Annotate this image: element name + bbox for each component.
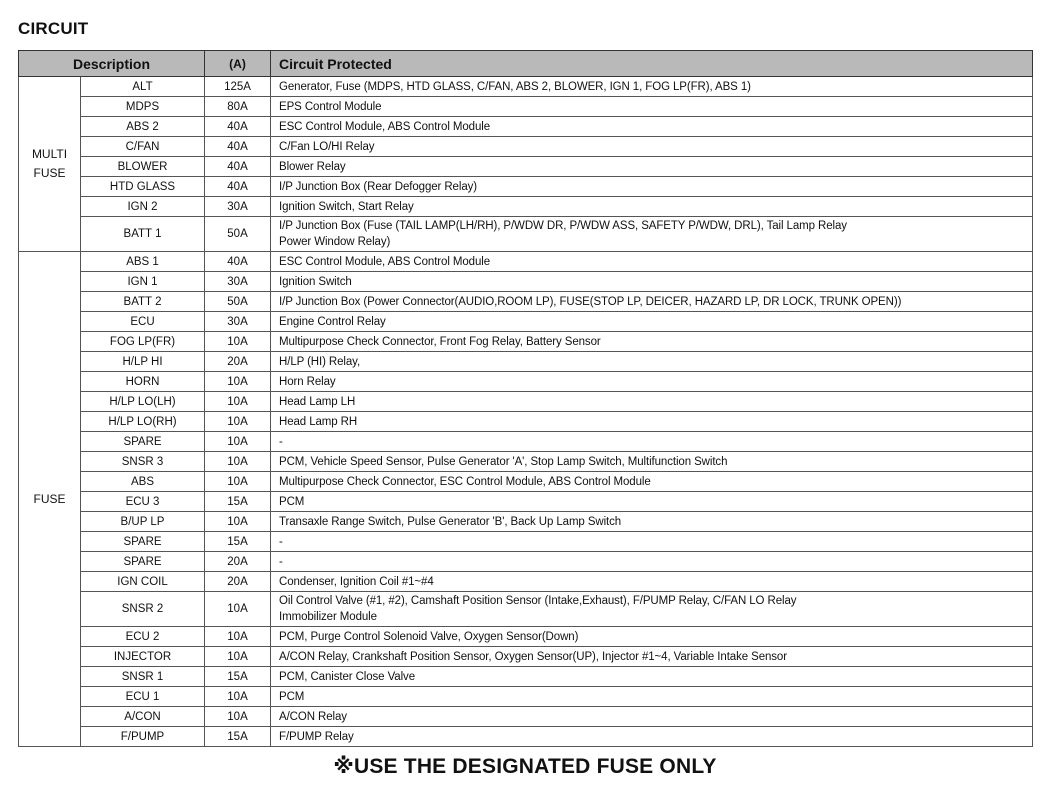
circuit-line: PCM, Purge Control Solenoid Valve, Oxygen Sensor(Down) [279,630,579,643]
fuse-amperage: 50A [205,292,271,312]
footer-note: ※USE THE DESIGNATED FUSE ONLY [333,755,717,778]
circuit-line: I/P Junction Box (Power Connector(AUDIO,ROOM LP), FUSE(STOP LP, DEICER, HAZARD LP, DR LOCK, TRUNK OPEN)) [279,295,902,308]
fuse-name: IGN COIL [81,572,205,592]
circuit-line: F/PUMP Relay [279,730,354,743]
table-row [19,197,1033,217]
circuit-line: EPS Control Module [279,100,382,113]
circuit-line: PCM [279,495,305,508]
table-row [19,137,1033,157]
table-row [19,667,1033,687]
table-row [19,372,1033,392]
table-row [19,252,1033,272]
fuse-amperage: 10A [205,452,271,472]
fuse-table-body [19,77,1033,747]
fuse-name: B/UP LP [81,512,205,532]
circuit-line: Head Lamp LH [279,395,356,408]
circuit-line: A/CON Relay, Crankshaft Position Sensor, Oxygen Sensor(UP), Injector #1~4, Variable Intake Sensor [279,650,787,663]
circuit-line: Multipurpose Check Connector, ESC Control Module, ABS Control Module [279,475,651,488]
fuse-name: ECU 3 [81,492,205,512]
fuse-amperage: 50A [205,217,271,252]
fuse-name: A/CON [81,707,205,727]
circuit-line: Transaxle Range Switch, Pulse Generator 'B', Back Up Lamp Switch [279,515,622,528]
fuse-amperage: 20A [205,352,271,372]
circuit-line: Power Window Relay) [279,236,391,248]
circuit-line: Ignition Switch, Start Relay [279,200,414,213]
table-row [19,97,1033,117]
table-row [19,77,1033,97]
table-row [19,217,1033,252]
circuit-protected [271,452,1033,472]
fuse-name: ALT [81,77,205,97]
circuit-header: Circuit Protected [271,51,1033,77]
fuse-name: HORN [81,372,205,392]
circuit-line: - [279,555,283,568]
group-label: FUSE [19,252,81,747]
table-row [19,177,1033,197]
fuse-amperage: 40A [205,137,271,157]
table-row [19,512,1033,532]
fuse-name: BATT 2 [81,292,205,312]
table-row [19,292,1033,312]
fuse-amperage: 15A [205,727,271,747]
circuit-line: Head Lamp RH [279,415,358,428]
circuit-line: ESC Control Module, ABS Control Module [279,255,490,268]
circuit-protected [271,532,1033,552]
circuit-protected [271,647,1033,667]
circuit-protected [271,352,1033,372]
fuse-name: FOG LP(FR) [81,332,205,352]
fuse-amperage: 20A [205,572,271,592]
circuit-line: - [279,435,283,448]
circuit-protected [271,332,1033,352]
circuit-line: PCM [279,690,305,703]
fuse-name: HTD GLASS [81,177,205,197]
fuse-name: ECU [81,312,205,332]
table-row [19,592,1033,627]
fuse-name: SPARE [81,532,205,552]
fuse-amperage: 10A [205,707,271,727]
circuit-protected [271,312,1033,332]
fuse-name: ABS 2 [81,117,205,137]
circuit-line: Condenser, Ignition Coil #1~#4 [279,575,434,588]
fuse-amperage: 10A [205,687,271,707]
fuse-name: IGN 1 [81,272,205,292]
table-row [19,707,1033,727]
circuit-protected [271,77,1033,97]
fuse-amperage: 40A [205,252,271,272]
fuse-name: ABS 1 [81,252,205,272]
fuse-amperage: 80A [205,97,271,117]
amperage-header: (A) [205,51,271,77]
circuit-line: - [279,535,283,548]
circuit-line: C/Fan LO/HI Relay [279,140,375,153]
fuse-name: H/LP LO(LH) [81,392,205,412]
fuse-table [18,50,1033,747]
fuse-amperage: 15A [205,667,271,687]
table-header-row [19,51,1033,77]
table-row [19,392,1033,412]
fuse-amperage: 30A [205,272,271,292]
table-row [19,312,1033,332]
fuse-amperage: 10A [205,647,271,667]
table-row [19,727,1033,747]
circuit-protected [271,97,1033,117]
table-row [19,492,1033,512]
circuit-protected [271,552,1033,572]
fuse-amperage: 10A [205,512,271,532]
fuse-amperage: 15A [205,492,271,512]
circuit-line: Oil Control Valve (#1, #2), Camshaft Position Sensor (Intake,Exhaust), F/PUMP Relay, C/FAN LO Relay [279,595,797,607]
circuit-protected [271,252,1033,272]
circuit-line: Engine Control Relay [279,315,386,328]
circuit-protected [271,572,1033,592]
fuse-amperage: 40A [205,117,271,137]
circuit-line: ESC Control Module, ABS Control Module [279,120,490,133]
table-row [19,117,1033,137]
circuit-line: I/P Junction Box (Rear Defogger Relay) [279,180,477,193]
fuse-name: SNSR 2 [81,592,205,627]
fuse-amperage: 10A [205,332,271,352]
fuse-amperage: 10A [205,412,271,432]
circuit-protected [271,432,1033,452]
table-row [19,552,1033,572]
circuit-protected [271,117,1033,137]
fuse-name: ECU 1 [81,687,205,707]
fuse-name: MDPS [81,97,205,117]
circuit-protected [271,627,1033,647]
fuse-name: IGN 2 [81,197,205,217]
fuse-name: INJECTOR [81,647,205,667]
circuit-protected [271,217,1033,252]
circuit-protected [271,492,1033,512]
page-title: CIRCUIT [18,19,89,38]
fuse-name: H/LP LO(RH) [81,412,205,432]
circuit-line: Horn Relay [279,375,336,388]
fuse-name: H/LP HI [81,352,205,372]
fuse-amperage: 30A [205,312,271,332]
table-row [19,452,1033,472]
fuse-name: SNSR 3 [81,452,205,472]
circuit-protected [271,592,1033,627]
fuse-name: ABS [81,472,205,492]
fuse-amperage: 10A [205,592,271,627]
circuit-line: PCM, Vehicle Speed Sensor, Pulse Generator 'A', Stop Lamp Switch, Multifunction Switch [279,455,728,468]
description-header: Description [19,51,205,77]
fuse-name: BATT 1 [81,217,205,252]
fuse-amperage: 10A [205,432,271,452]
circuit-protected [271,177,1033,197]
circuit-protected [271,707,1033,727]
fuse-amperage: 10A [205,372,271,392]
circuit-line: Multipurpose Check Connector, Front Fog Relay, Battery Sensor [279,335,601,348]
circuit-protected [271,372,1033,392]
circuit-line: A/CON Relay [279,710,347,723]
circuit-line: Blower Relay [279,160,346,173]
table-row [19,532,1033,552]
fuse-amperage: 15A [205,532,271,552]
fuse-amperage: 125A [205,77,271,97]
circuit-protected [271,472,1033,492]
circuit-protected [271,197,1033,217]
fuse-amperage: 10A [205,627,271,647]
fuse-amperage: 40A [205,157,271,177]
circuit-line: Generator, Fuse (MDPS, HTD GLASS, C/FAN, ABS 2, BLOWER, IGN 1, FOG LP(FR), ABS 1) [279,80,751,93]
fuse-name: SNSR 1 [81,667,205,687]
circuit-protected [271,687,1033,707]
fuse-name: F/PUMP [81,727,205,747]
circuit-protected [271,292,1033,312]
table-row [19,472,1033,492]
group-label: MULTI FUSE [19,77,81,252]
fuse-name: SPARE [81,552,205,572]
table-row [19,647,1033,667]
table-row [19,332,1033,352]
fuse-name: BLOWER [81,157,205,177]
circuit-line: I/P Junction Box (Fuse (TAIL LAMP(LH/RH), P/WDW DR, P/WDW ASS, SAFETY P/WDW, DRL), Tail Lamp Relay [279,220,847,232]
table-row [19,432,1033,452]
circuit-protected [271,412,1033,432]
fuse-name: C/FAN [81,137,205,157]
circuit-protected [271,137,1033,157]
fuse-amperage: 20A [205,552,271,572]
circuit-protected [271,727,1033,747]
table-row [19,412,1033,432]
fuse-amperage: 30A [205,197,271,217]
table-row [19,272,1033,292]
fuse-amperage: 10A [205,392,271,412]
table-row [19,352,1033,372]
table-row [19,687,1033,707]
circuit-protected [271,157,1033,177]
table-row [19,627,1033,647]
table-row [19,157,1033,177]
fuse-name: SPARE [81,432,205,452]
fuse-amperage: 10A [205,472,271,492]
circuit-protected [271,272,1033,292]
fuse-amperage: 40A [205,177,271,197]
table-row [19,572,1033,592]
circuit-line: Immobilizer Module [279,611,377,623]
fuse-name: ECU 2 [81,627,205,647]
circuit-line: H/LP (HI) Relay, [279,355,361,368]
circuit-line: Ignition Switch [279,275,352,288]
circuit-protected [271,392,1033,412]
circuit-protected [271,667,1033,687]
circuit-line: PCM, Canister Close Valve [279,670,415,683]
circuit-protected [271,512,1033,532]
